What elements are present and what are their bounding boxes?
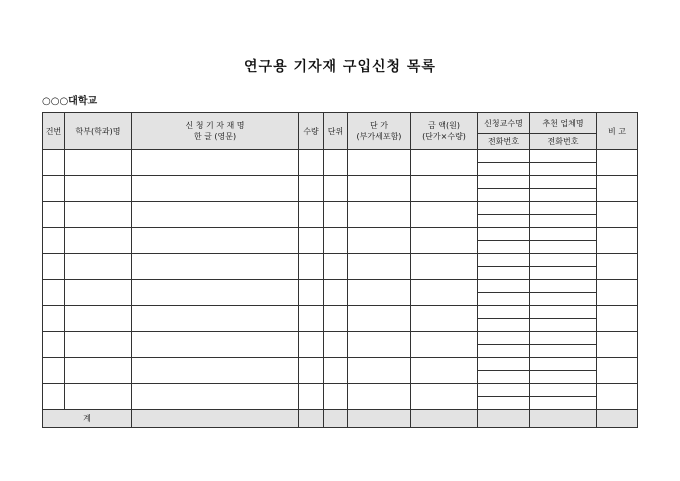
row-amount-cell[interactable] xyxy=(411,150,478,176)
row-note-cell[interactable] xyxy=(597,306,638,332)
table-footer xyxy=(43,410,638,428)
table-row xyxy=(43,384,638,397)
row-vendor-phone-cell[interactable] xyxy=(530,293,597,306)
row-price-cell[interactable] xyxy=(348,176,411,202)
row-professor-phone-cell[interactable] xyxy=(478,267,530,280)
amount-label: 금 액(원) xyxy=(428,121,460,130)
row-price-cell[interactable] xyxy=(348,150,411,176)
row-vendor-cell[interactable] xyxy=(530,202,597,215)
row-amount-cell[interactable] xyxy=(411,306,478,332)
row-note-cell[interactable] xyxy=(597,358,638,384)
row-amount-cell[interactable] xyxy=(411,202,478,228)
table-row xyxy=(43,254,638,267)
row-item-cell[interactable] xyxy=(132,306,299,332)
total-price[interactable] xyxy=(348,410,411,428)
row-vendor-phone-cell[interactable] xyxy=(530,345,597,358)
row-dept-cell[interactable] xyxy=(65,358,132,384)
row-amount-cell[interactable] xyxy=(411,332,478,358)
row-dept-cell[interactable] xyxy=(65,202,132,228)
row-price-cell[interactable] xyxy=(348,228,411,254)
row-professor-phone-cell[interactable] xyxy=(478,163,530,176)
row-professor-cell[interactable] xyxy=(478,332,530,345)
row-professor-phone-cell[interactable] xyxy=(478,241,530,254)
total-label: 계 xyxy=(43,410,132,428)
row-professor-cell[interactable] xyxy=(478,228,530,241)
row-note-cell[interactable] xyxy=(597,332,638,358)
form-title: 연구용 기자재 구입신청 목록 xyxy=(244,59,436,75)
row-professor-phone-cell[interactable] xyxy=(478,189,530,202)
row-note-cell[interactable] xyxy=(597,280,638,306)
row-dept-cell[interactable] xyxy=(65,228,132,254)
row-note-cell[interactable] xyxy=(597,176,638,202)
row-professor-cell[interactable] xyxy=(478,254,530,267)
row-qty-cell[interactable] xyxy=(299,176,324,202)
row-qty-cell[interactable] xyxy=(299,280,324,306)
col-header-qty: 수량 xyxy=(299,113,324,150)
total-item xyxy=(132,410,299,428)
row-professor-phone-cell[interactable] xyxy=(478,371,530,384)
row-no-cell[interactable] xyxy=(43,332,65,358)
row-vendor-cell[interactable] xyxy=(530,176,597,189)
row-vendor-phone-cell[interactable] xyxy=(530,215,597,228)
row-qty-cell[interactable] xyxy=(299,358,324,384)
row-amount-cell[interactable] xyxy=(411,228,478,254)
row-vendor-phone-cell[interactable] xyxy=(530,189,597,202)
row-vendor-cell[interactable] xyxy=(530,306,597,319)
col-header-dept: 학부(학과)명 xyxy=(65,113,132,150)
row-no-cell[interactable] xyxy=(43,280,65,306)
table-row xyxy=(43,228,638,241)
row-vendor-phone-cell[interactable] xyxy=(530,371,597,384)
row-no-cell[interactable] xyxy=(43,384,65,410)
row-unit-cell[interactable] xyxy=(324,150,348,176)
col-header-amount xyxy=(411,113,478,150)
row-vendor-cell[interactable] xyxy=(530,358,597,371)
row-price-cell[interactable] xyxy=(348,280,411,306)
row-vendor-phone-cell[interactable] xyxy=(530,319,597,332)
row-professor-phone-cell[interactable] xyxy=(478,345,530,358)
row-no-cell[interactable] xyxy=(43,254,65,280)
col-header-no: 건번 xyxy=(43,113,65,150)
row-dept-cell[interactable] xyxy=(65,332,132,358)
row-note-cell[interactable] xyxy=(597,384,638,410)
row-qty-cell[interactable] xyxy=(299,332,324,358)
row-price-cell[interactable] xyxy=(348,306,411,332)
row-amount-cell[interactable] xyxy=(411,358,478,384)
row-item-cell[interactable] xyxy=(132,202,299,228)
row-price-cell[interactable] xyxy=(348,332,411,358)
row-professor-cell[interactable] xyxy=(478,280,530,293)
row-amount-cell[interactable] xyxy=(411,254,478,280)
col-header-unit-price xyxy=(348,113,411,150)
total-amount[interactable] xyxy=(411,410,478,428)
row-price-cell[interactable] xyxy=(348,202,411,228)
row-note-cell[interactable] xyxy=(597,202,638,228)
item-name-sublabel: 한 글 (영문) xyxy=(193,132,237,141)
row-no-cell[interactable] xyxy=(43,358,65,384)
row-item-cell[interactable] xyxy=(132,358,299,384)
row-unit-cell[interactable] xyxy=(324,280,348,306)
row-unit-cell[interactable] xyxy=(324,358,348,384)
row-no-cell[interactable] xyxy=(43,150,65,176)
table-row xyxy=(43,306,638,319)
total-unit[interactable] xyxy=(324,410,348,428)
row-dept-cell[interactable] xyxy=(65,384,132,410)
row-vendor-cell[interactable] xyxy=(530,384,597,397)
col-header-professor: 신청교수명 xyxy=(478,113,530,134)
row-professor-phone-cell[interactable] xyxy=(478,319,530,332)
col-header-professor-phone: 전화번호 xyxy=(478,134,530,150)
total-vendor[interactable] xyxy=(530,410,597,428)
row-qty-cell[interactable] xyxy=(299,306,324,332)
row-item-cell[interactable] xyxy=(132,228,299,254)
row-dept-cell[interactable] xyxy=(65,254,132,280)
row-vendor-cell[interactable] xyxy=(530,332,597,345)
table-row xyxy=(43,332,638,345)
row-unit-cell[interactable] xyxy=(324,228,348,254)
total-note[interactable] xyxy=(597,410,638,428)
col-header-note: 비 고 xyxy=(597,113,638,150)
col-header-item-name xyxy=(132,113,299,150)
row-unit-cell[interactable] xyxy=(324,306,348,332)
row-item-cell[interactable] xyxy=(132,176,299,202)
table-row xyxy=(43,176,638,189)
row-qty-cell[interactable] xyxy=(299,384,324,410)
table-header xyxy=(43,113,638,150)
row-item-cell[interactable] xyxy=(132,254,299,280)
row-vendor-cell[interactable] xyxy=(530,228,597,241)
row-professor-cell[interactable] xyxy=(478,306,530,319)
row-no-cell[interactable] xyxy=(43,228,65,254)
purchase-request-table xyxy=(42,112,638,428)
row-unit-cell[interactable] xyxy=(324,202,348,228)
row-unit-cell[interactable] xyxy=(324,254,348,280)
row-amount-cell[interactable] xyxy=(411,384,478,410)
item-name-label: 신 청 기 자 재 명 xyxy=(185,121,245,130)
row-qty-cell[interactable] xyxy=(299,228,324,254)
row-professor-phone-cell[interactable] xyxy=(478,293,530,306)
row-professor-phone-cell[interactable] xyxy=(478,397,530,410)
unit-price-sublabel: (부가세포함) xyxy=(356,132,402,141)
row-item-cell[interactable] xyxy=(132,150,299,176)
table-row xyxy=(43,358,638,371)
row-vendor-phone-cell[interactable] xyxy=(530,163,597,176)
row-dept-cell[interactable] xyxy=(65,150,132,176)
row-professor-cell[interactable] xyxy=(478,358,530,371)
row-dept-cell[interactable] xyxy=(65,280,132,306)
row-price-cell[interactable] xyxy=(348,254,411,280)
total-qty[interactable] xyxy=(299,410,324,428)
table-row xyxy=(43,150,638,163)
row-qty-cell[interactable] xyxy=(299,254,324,280)
row-unit-cell[interactable] xyxy=(324,332,348,358)
table-row xyxy=(43,280,638,293)
row-vendor-cell[interactable] xyxy=(530,254,597,267)
amount-sublabel: (단가×수량) xyxy=(422,132,466,141)
row-professor-cell[interactable] xyxy=(478,202,530,215)
row-vendor-phone-cell[interactable] xyxy=(530,241,597,254)
row-unit-cell[interactable] xyxy=(324,176,348,202)
row-vendor-cell[interactable] xyxy=(530,280,597,293)
row-no-cell[interactable] xyxy=(43,176,65,202)
row-item-cell[interactable] xyxy=(132,384,299,410)
row-amount-cell[interactable] xyxy=(411,176,478,202)
row-dept-cell[interactable] xyxy=(65,176,132,202)
row-vendor-phone-cell[interactable] xyxy=(530,267,597,280)
row-professor-cell[interactable] xyxy=(478,176,530,189)
row-item-cell[interactable] xyxy=(132,332,299,358)
row-price-cell[interactable] xyxy=(348,358,411,384)
university-name: ○○○대학교 xyxy=(42,96,98,107)
row-qty-cell[interactable] xyxy=(299,202,324,228)
row-note-cell[interactable] xyxy=(597,228,638,254)
row-no-cell[interactable] xyxy=(43,306,65,332)
row-amount-cell[interactable] xyxy=(411,280,478,306)
row-dept-cell[interactable] xyxy=(65,306,132,332)
row-professor-cell[interactable] xyxy=(478,150,530,163)
col-header-vendor-phone: 전화번호 xyxy=(530,134,597,150)
row-qty-cell[interactable] xyxy=(299,150,324,176)
unit-price-label: 단 가 xyxy=(370,121,388,130)
row-professor-phone-cell[interactable] xyxy=(478,215,530,228)
row-vendor-cell[interactable] xyxy=(530,150,597,163)
total-professor[interactable] xyxy=(478,410,530,428)
table-row xyxy=(43,202,638,215)
row-unit-cell[interactable] xyxy=(324,384,348,410)
row-vendor-phone-cell[interactable] xyxy=(530,397,597,410)
col-header-vendor: 추천 업체명 xyxy=(530,113,597,134)
row-item-cell[interactable] xyxy=(132,280,299,306)
row-professor-cell[interactable] xyxy=(478,384,530,397)
row-price-cell[interactable] xyxy=(348,384,411,410)
col-header-unit: 단위 xyxy=(324,113,348,150)
row-note-cell[interactable] xyxy=(597,150,638,176)
table-body xyxy=(43,150,638,410)
row-no-cell[interactable] xyxy=(43,202,65,228)
row-note-cell[interactable] xyxy=(597,254,638,280)
